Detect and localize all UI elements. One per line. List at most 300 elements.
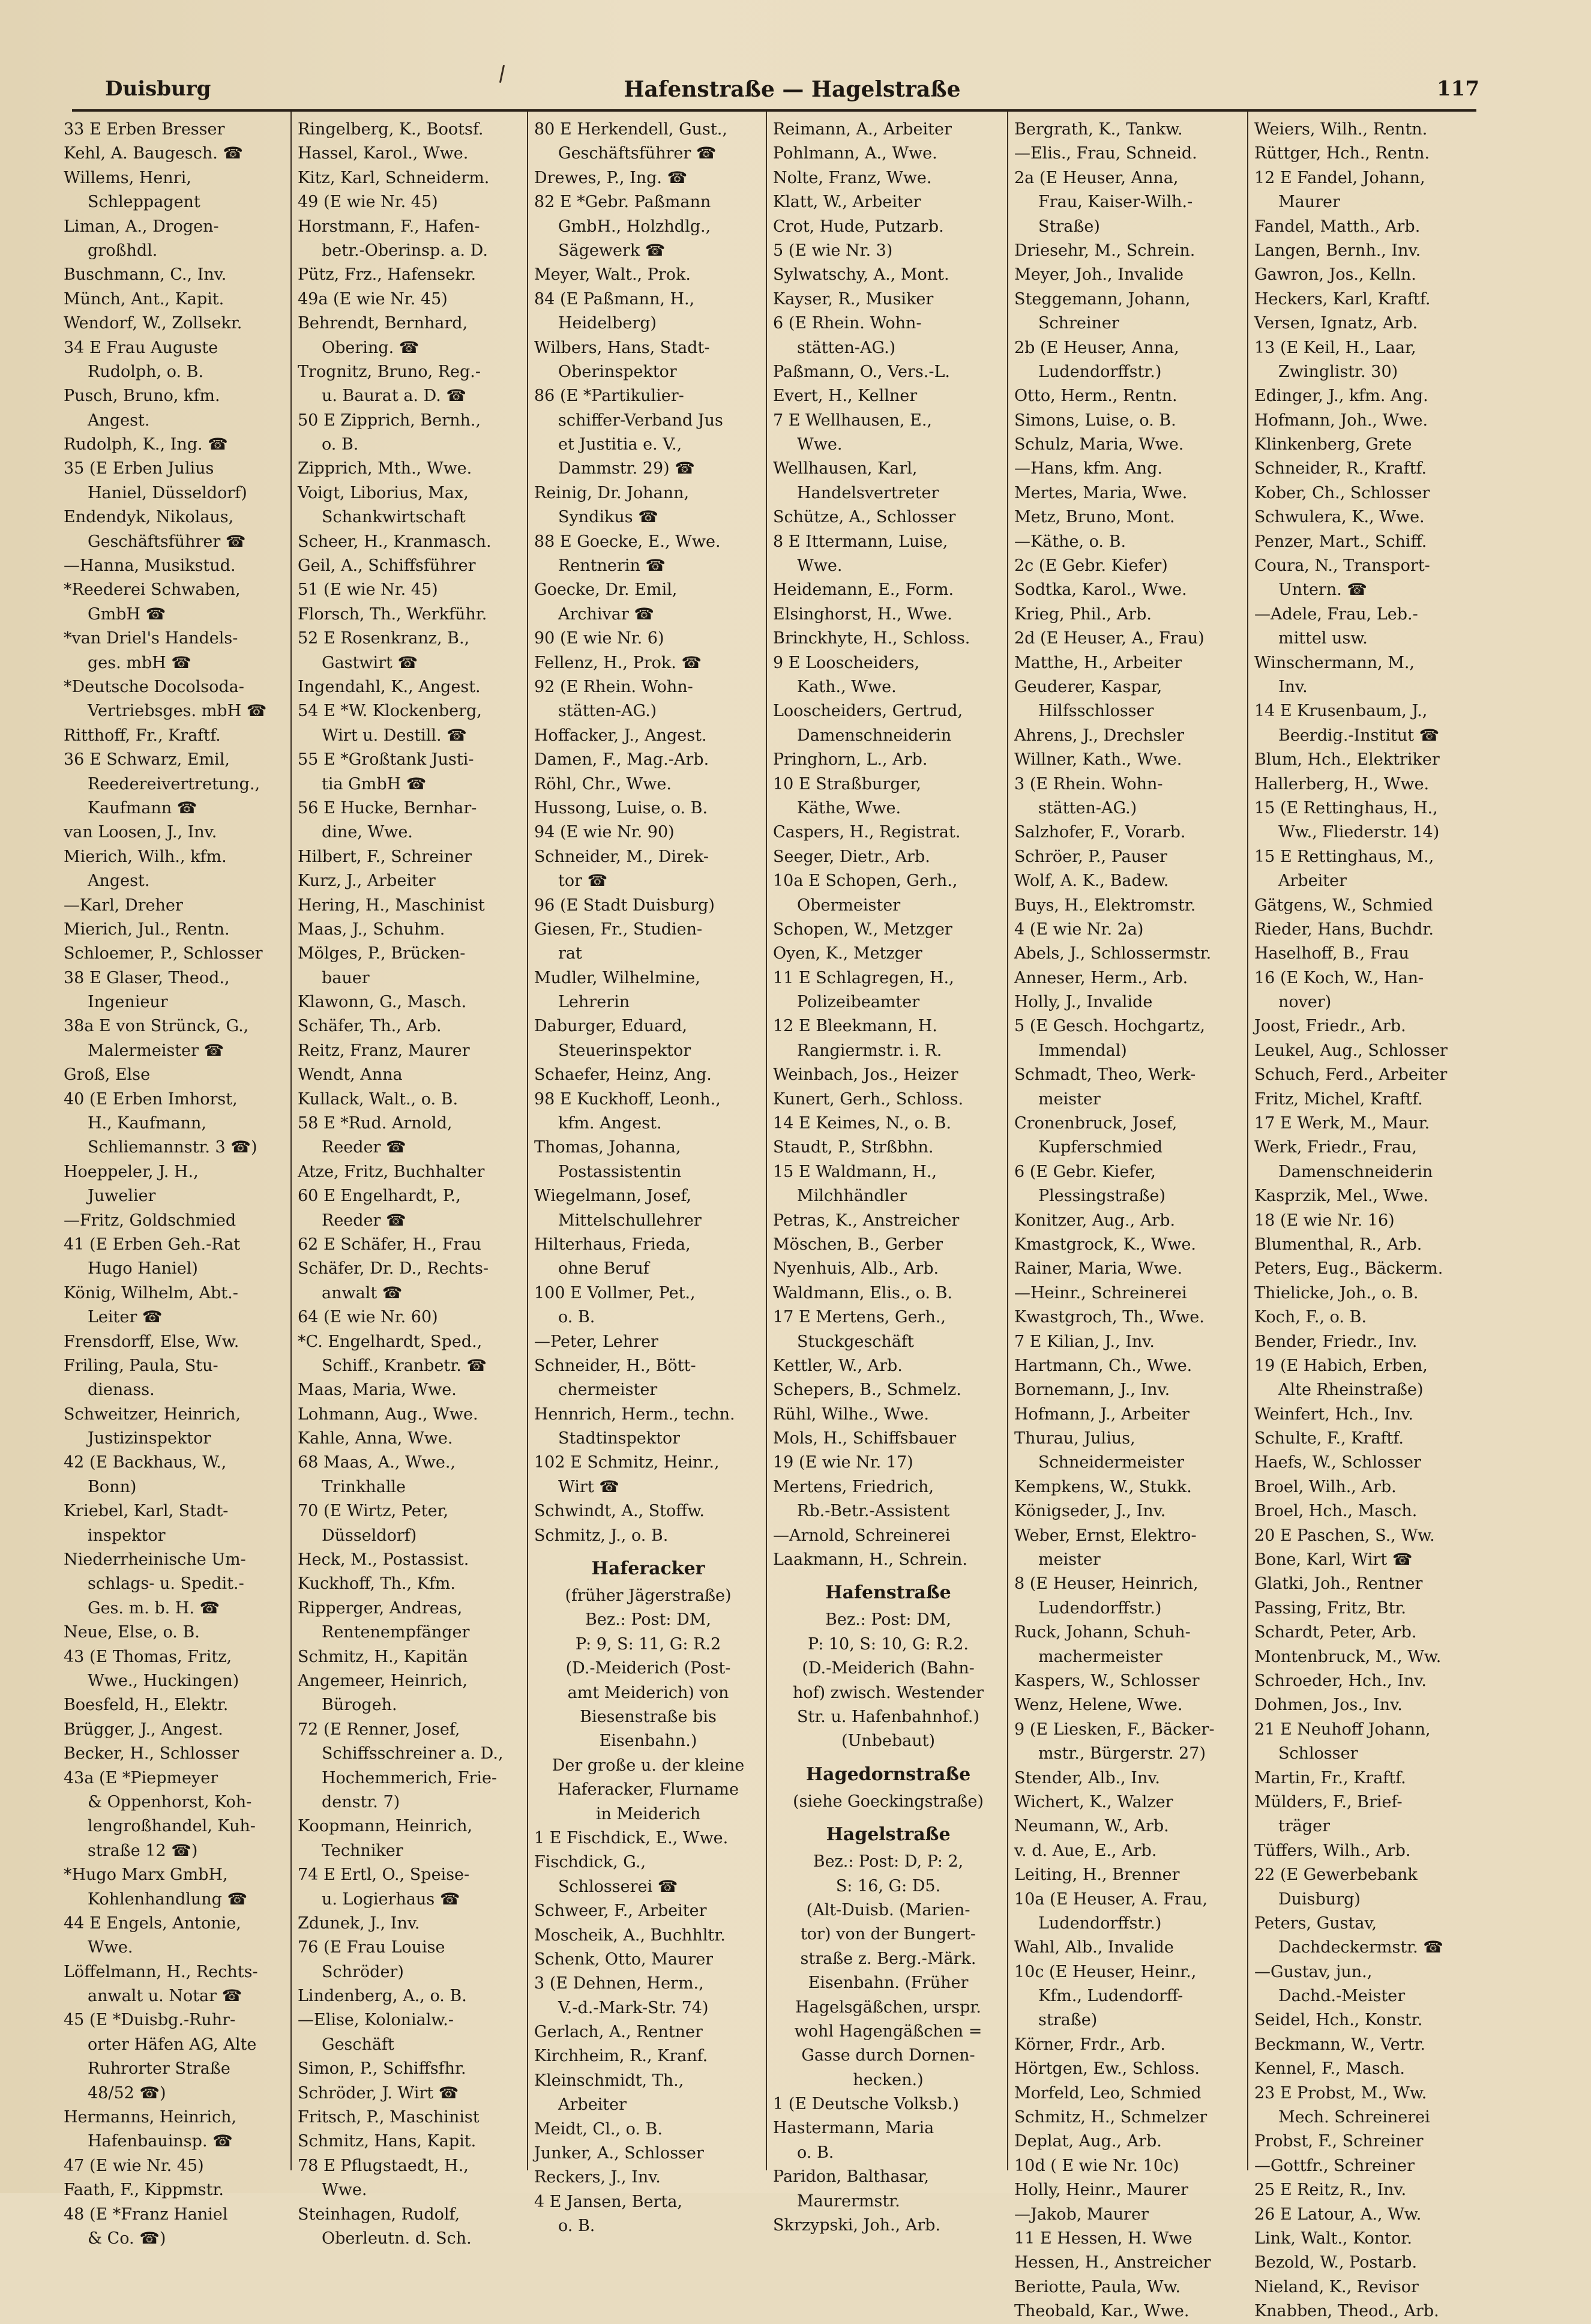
entry-continuation: Geschäft xyxy=(322,2035,394,2054)
entry-continuation: Arbeiter xyxy=(558,2095,627,2115)
directory-entry: Crot, Hude, Putzarb. xyxy=(773,217,944,236)
directory-entry: Kunert, Gerh., Schloss. xyxy=(773,1089,964,1109)
entry-continuation: rat xyxy=(558,944,582,963)
entry-continuation: Rentenempfänger xyxy=(322,1623,470,1642)
entry-continuation: Rangiermstr. i. R. xyxy=(797,1041,942,1060)
directory-entry: Edinger, J., kfm. Ang. xyxy=(1254,387,1428,406)
directory-entry: 50 E Zipprich, Bernh., xyxy=(298,411,481,430)
entry-continuation: Lehrerin xyxy=(558,993,630,1012)
directory-entry: 88 E Goecke, E., Wwe. xyxy=(534,532,721,551)
entry-continuation: Duisburg) xyxy=(1278,1889,1361,1909)
directory-entry: 51 (E wie Nr. 45) xyxy=(298,580,438,600)
directory-entry: Leiting, H., Brenner xyxy=(1014,1865,1180,1885)
directory-entry: 10a E Schopen, Gerh., xyxy=(773,872,958,891)
directory-entry: Fellenz, H., Prok. ☎ xyxy=(534,653,702,672)
directory-entry: Schroeder, Hch., Inv. xyxy=(1254,1672,1427,1690)
directory-entry: Maas, J., Schuhm. xyxy=(298,920,445,939)
directory-entry: Wellhausen, Karl, xyxy=(773,459,918,478)
directory-entry: Looscheiders, Gertrud, xyxy=(773,702,963,721)
directory-entry: 2b (E Heuser, Anna, xyxy=(1014,338,1179,357)
directory-entry: Mudler, Wilhelmine, xyxy=(534,968,700,987)
directory-entry: Blum, Hch., Elektriker xyxy=(1254,750,1440,769)
directory-entry: Atze, Fritz, Buchhalter xyxy=(298,1162,485,1181)
entry-continuation: o. B. xyxy=(322,435,359,454)
directory-entry: 45 (E *Duisbg.-Ruhr- xyxy=(64,2011,236,2030)
directory-entry: Liman, A., Drogen- xyxy=(64,217,219,236)
street-note: Str. u. Hafenbahnhof.) xyxy=(797,1708,979,1726)
directory-entry: Nieland, K., Revisor xyxy=(1254,2277,1419,2296)
directory-entry: Ruck, Johann, Schuh- xyxy=(1014,1623,1191,1642)
entry-continuation: Maurermstr. xyxy=(797,2191,900,2211)
directory-entry: Kirchheim, R., Kranf. xyxy=(534,2047,708,2066)
directory-entry: Gätgens, W., Schmied xyxy=(1254,896,1433,915)
directory-entry: 21 E Neuhoff Johann, xyxy=(1254,1720,1431,1739)
directory-entry: Rieder, Hans, Buchdr. xyxy=(1254,920,1434,939)
directory-entry: Gawron, Jos., Kelln. xyxy=(1254,265,1416,284)
directory-entry: Glatki, Joh., Rentner xyxy=(1254,1574,1423,1594)
directory-entry: 5 (E wie Nr. 3) xyxy=(773,241,893,260)
directory-entry: Martin, Fr., Kraftf. xyxy=(1254,1768,1406,1787)
directory-entry: 52 E Rosenkranz, B., xyxy=(298,629,470,648)
directory-entry: Pütz, Frz., Hafensekr. xyxy=(298,265,477,284)
directory-entry: 19 (E Habich, Erben, xyxy=(1254,1356,1428,1375)
directory-entry: Thurau, Julius, xyxy=(1014,1429,1135,1448)
street-note: (D.-Meiderich (Post- xyxy=(565,1659,731,1678)
directory-entry: —Hans, kfm. Ang. xyxy=(1014,459,1162,478)
entry-continuation: Mittelschullehrer xyxy=(558,1211,702,1230)
directory-entry: Kayser, R., Musiker xyxy=(773,289,934,309)
entry-continuation: Wwe. xyxy=(797,556,843,576)
directory-entry: Geuderer, Kaspar, xyxy=(1014,677,1162,696)
column-divider xyxy=(527,112,528,2170)
directory-entry: Kennel, F., Masch. xyxy=(1254,2059,1405,2079)
entry-continuation: Leiter ☎ xyxy=(88,1308,163,1327)
entry-continuation: Maurer xyxy=(1278,193,1340,212)
directory-entry: 80 E Herkendell, Gust., xyxy=(534,120,727,139)
street-note: Eisenbahn.) xyxy=(599,1732,697,1751)
directory-entry: Montenbruck, M., Ww. xyxy=(1254,1647,1442,1666)
directory-entry: *Reederei Schwaben, xyxy=(64,580,241,600)
directory-entry: Mertens, Friedrich, xyxy=(773,1477,934,1496)
entry-continuation: Frau, Kaiser-Wilh.- xyxy=(1038,193,1193,212)
street-note: hecken.) xyxy=(853,2070,924,2089)
directory-entry: 47 (E wie Nr. 45) xyxy=(64,2156,204,2175)
directory-entry: Deplat, Aug., Arb. xyxy=(1014,2132,1162,2151)
entry-continuation: Kath., Wwe. xyxy=(797,677,897,696)
directory-entry: —Arnold, Schreinerei xyxy=(773,1526,951,1545)
entry-continuation: betr.-Oberinsp. a. D. xyxy=(322,241,488,260)
directory-entry: Heck, M., Postassist. xyxy=(298,1550,469,1570)
directory-entry: Waldmann, Elis., o. B. xyxy=(773,1283,953,1302)
entry-continuation: Archivar ☎ xyxy=(558,604,655,624)
street-note: (früher Jägerstraße) xyxy=(565,1586,732,1606)
directory-entry: Meidt, Cl., o. B. xyxy=(534,2119,663,2139)
street-note: Bez.: Post: DM, xyxy=(825,1610,951,1630)
street-note: Der große u. der kleine xyxy=(552,1756,745,1775)
directory-entry: 34 E Frau Auguste xyxy=(64,338,218,357)
entry-continuation: Schleppagent xyxy=(88,193,200,212)
directory-entry: 68 Maas, A., Wwe., xyxy=(298,1453,456,1472)
header-city: Duisburg xyxy=(105,77,211,101)
entry-continuation: anwalt ☎ xyxy=(322,1283,403,1302)
directory-entry: Leukel, Aug., Schlosser xyxy=(1254,1041,1448,1060)
directory-entry: Kehl, A. Baugesch. ☎ xyxy=(64,144,244,163)
directory-entry: van Loosen, J., Inv. xyxy=(64,823,217,842)
entry-continuation: ohne Beruf xyxy=(558,1259,649,1278)
entry-continuation: inspektor xyxy=(88,1526,166,1545)
directory-entry: Haefs, W., Schlosser xyxy=(1254,1453,1421,1472)
directory-entry: 84 (E Paßmann, H., xyxy=(534,289,695,309)
directory-entry: Wiegelmann, Josef, xyxy=(534,1187,691,1206)
entry-continuation: Wwe. xyxy=(88,1938,133,1957)
directory-entry: Löffelmann, H., Rechts- xyxy=(64,1962,258,1981)
directory-entry: 72 (E Renner, Josef, xyxy=(298,1720,460,1739)
directory-entry: 15 E Waldmann, H., xyxy=(773,1162,937,1181)
directory-entry: 42 (E Backhaus, W., xyxy=(64,1453,227,1472)
directory-entry: Link, Walt., Kontor. xyxy=(1254,2229,1412,2248)
directory-entry: Schmitz, Hans, Kapit. xyxy=(298,2132,477,2151)
directory-entry: Salzhofer, F., Vorarb. xyxy=(1014,823,1186,842)
street-note: (siehe Goeckingstraße) xyxy=(793,1792,984,1811)
directory-entry: Schardt, Peter, Arb. xyxy=(1254,1623,1417,1642)
directory-entry: 12 E Bleekmann, H. xyxy=(773,1017,937,1036)
entry-continuation: Damenschneiderin xyxy=(1278,1162,1433,1181)
directory-entry: Körner, Frdr., Arb. xyxy=(1014,2035,1165,2054)
directory-entry: Zdunek, J., Inv. xyxy=(298,1913,420,1933)
directory-entry: Weber, Ernst, Elektro- xyxy=(1014,1526,1197,1545)
directory-entry: Peters, Eug., Bäckerm. xyxy=(1254,1259,1443,1278)
directory-entry: Wahl, Alb., Invalide xyxy=(1014,1938,1174,1957)
directory-entry: Buys, H., Elektromstr. xyxy=(1014,896,1196,915)
directory-entry: 49 (E wie Nr. 45) xyxy=(298,193,438,212)
page-number: 117 xyxy=(1437,77,1479,101)
directory-entry: 10 E Straßburger, xyxy=(773,774,921,793)
directory-entry: 82 E *Gebr. Paßmann xyxy=(534,193,711,212)
entry-continuation: Wirt u. Destill. ☎ xyxy=(322,726,467,745)
entry-continuation: Damenschneiderin xyxy=(797,726,952,745)
entry-continuation: u. Logierhaus ☎ xyxy=(322,1889,460,1909)
street-note: Bez.: Post: D, P: 2, xyxy=(813,1852,964,1871)
directory-entry: Matthe, H., Arbeiter xyxy=(1014,653,1182,672)
directory-entry: 10d ( E wie Nr. 10c) xyxy=(1014,2156,1179,2175)
directory-entry: 4 (E wie Nr. 2a) xyxy=(1014,920,1144,939)
directory-entry: Fischdick, G., xyxy=(534,1853,646,1872)
directory-entry: Hörtgen, Ew., Schloss. xyxy=(1014,2059,1200,2079)
directory-entry: 14 E Keimes, N., o. B. xyxy=(773,1114,951,1133)
entry-continuation: Steuerinspektor xyxy=(558,1041,691,1060)
directory-entry: 100 E Vollmer, Pet., xyxy=(534,1283,696,1302)
directory-entry: Morfeld, Leo, Schmied xyxy=(1014,2083,1202,2103)
entry-continuation: Haniel, Düsseldorf) xyxy=(88,483,247,502)
directory-entry: 2d (E Heuser, A., Frau) xyxy=(1014,629,1205,648)
directory-entry: 8 (E Heuser, Heinrich, xyxy=(1014,1574,1199,1594)
directory-entry: Thielicke, Joh., o. B. xyxy=(1254,1283,1419,1302)
street-note: in Meiderich xyxy=(595,1804,701,1823)
directory-entry: 11 E Hessen, H. Wwe xyxy=(1014,2229,1192,2248)
entry-continuation: Sägewerk ☎ xyxy=(558,241,666,260)
entry-continuation: meister xyxy=(1038,1550,1101,1570)
directory-entry: Paridon, Balthasar, xyxy=(773,2167,930,2187)
street-note: tor) von der Bungert- xyxy=(800,1925,976,1944)
directory-entry: Becker, H., Schlosser xyxy=(64,1744,239,1763)
directory-entry: Holly, J., Invalide xyxy=(1014,993,1153,1012)
directory-entry: Bender, Friedr., Inv. xyxy=(1254,1332,1418,1351)
directory-entry: Schwindt, A., Stoffw. xyxy=(534,1502,705,1521)
directory-entry: —Elise, Kolonialw.- xyxy=(298,2011,454,2030)
directory-entry: Rainer, Maria, Wwe. xyxy=(1014,1259,1183,1278)
directory-entry: Klawonn, G., Masch. xyxy=(298,993,467,1012)
directory-entry: Schröer, P., Pauser xyxy=(1014,847,1167,866)
directory-entry: Klatt, W., Arbeiter xyxy=(773,193,921,212)
directory-entry: Schopen, W., Metzger xyxy=(773,920,952,939)
directory-entry: 78 E Pflugstaedt, H., xyxy=(298,2156,469,2175)
directory-entry: Schuch, Ferd., Arbeiter xyxy=(1254,1065,1448,1085)
directory-entry: Schulz, Maria, Wwe. xyxy=(1014,435,1184,454)
directory-entry: Weiers, Wilh., Rentn. xyxy=(1254,120,1428,139)
directory-entry: Staudt, P., Strßbhn. xyxy=(773,1138,934,1157)
directory-entry: Skrzypski, Joh., Arb. xyxy=(773,2216,941,2235)
column-divider xyxy=(1007,112,1008,2170)
entry-continuation: stätten-AG.) xyxy=(797,338,896,357)
entry-continuation: V.-d.-Mark-Str. 74) xyxy=(558,1998,709,2017)
directory-entry: Kaspers, W., Schlosser xyxy=(1014,1672,1200,1690)
directory-entry: Wilbers, Hans, Stadt- xyxy=(534,338,710,357)
directory-entry: Simons, Luise, o. B. xyxy=(1014,411,1176,430)
entry-continuation: Stadtinspektor xyxy=(558,1429,681,1448)
directory-entry: Joost, Friedr., Arb. xyxy=(1254,1017,1406,1036)
directory-entry: 54 E *W. Klockenberg, xyxy=(298,702,482,721)
entry-continuation: Oberleutn. d. Sch. xyxy=(322,2229,472,2248)
entry-continuation: Düsseldorf) xyxy=(322,1526,417,1545)
directory-entry: Frensdorff, Else, Ww. xyxy=(64,1332,239,1351)
directory-entry: Abels, J., Schlossermstr. xyxy=(1014,944,1212,963)
directory-entry: Nolte, Franz, Wwe. xyxy=(773,168,932,187)
directory-entry: Wendt, Anna xyxy=(298,1065,403,1085)
entry-continuation: chermeister xyxy=(558,1380,658,1400)
directory-entry: —Käthe, o. B. xyxy=(1014,532,1126,551)
directory-entry: Willems, Henri, xyxy=(64,168,191,187)
directory-entry: Schmitz, H., Schmelzer xyxy=(1014,2108,1208,2127)
directory-entry: —Karl, Dreher xyxy=(64,896,183,915)
entry-continuation: o. B. xyxy=(558,1308,595,1327)
directory-entry: 58 E *Rud. Arnold, xyxy=(298,1114,453,1133)
directory-entry: 17 E Werk, M., Maur. xyxy=(1254,1114,1430,1133)
entry-continuation: Wirt ☎ xyxy=(558,1477,619,1496)
directory-entry: 74 E Ertl, O., Speise- xyxy=(298,1865,470,1885)
entry-continuation: schlags- u. Spedit.- xyxy=(88,1574,244,1594)
directory-entry: Mertes, Maria, Wwe. xyxy=(1014,483,1188,502)
entry-continuation: Ruhrorter Straße xyxy=(88,2059,230,2079)
directory-entry: 70 (E Wirtz, Peter, xyxy=(298,1502,449,1521)
entry-continuation: Rentnerin ☎ xyxy=(558,556,666,576)
entry-continuation: Ww., Fliederstr. 14) xyxy=(1278,823,1440,842)
directory-entry: Elsinghorst, H., Wwe. xyxy=(773,604,952,624)
directory-entry: Schepers, B., Schmelz. xyxy=(773,1380,961,1400)
directory-entry: Werk, Friedr., Frau, xyxy=(1254,1138,1417,1157)
directory-entry: Schaefer, Heinz, Ang. xyxy=(534,1065,712,1085)
directory-entry: Kuckhoff, Th., Kfm. xyxy=(298,1574,456,1594)
directory-entry: Münch, Ant., Kapit. xyxy=(64,289,224,309)
entry-continuation: o. B. xyxy=(558,2217,595,2236)
directory-entry: Mülders, F., Brief- xyxy=(1254,1792,1403,1811)
directory-entry: —Adele, Frau, Leb.- xyxy=(1254,604,1418,624)
directory-entry: Willner, Kath., Wwe. xyxy=(1014,750,1182,769)
directory-entry: Schulte, F., Kraftf. xyxy=(1254,1429,1404,1448)
directory-entry: Kahle, Anna, Wwe. xyxy=(298,1429,453,1448)
entry-continuation: Angest. xyxy=(88,872,150,891)
directory-entry: 44 E Engels, Antonie, xyxy=(64,1913,241,1933)
directory-entry: Giesen, Fr., Studien- xyxy=(534,920,703,939)
directory-entry: Buschmann, C., Inv. xyxy=(64,265,227,284)
directory-entry: Schäfer, Dr. D., Rechts- xyxy=(298,1259,489,1278)
directory-entry: Cronenbruck, Josef, xyxy=(1014,1114,1177,1133)
directory-entry: Passing, Fritz, Btr. xyxy=(1254,1598,1406,1618)
directory-entry: 3 (E Rhein. Wohn- xyxy=(1014,774,1163,793)
directory-entry: Blumenthal, R., Arb. xyxy=(1254,1235,1422,1254)
directory-entry: Seeger, Dietr., Arb. xyxy=(773,847,930,866)
directory-entry: 18 (E wie Nr. 16) xyxy=(1254,1211,1395,1230)
directory-entry: *Hugo Marx GmbH, xyxy=(64,1865,228,1885)
directory-entry: Seidel, Hch., Konstr. xyxy=(1254,2011,1423,2030)
entry-continuation: Bürogeh. xyxy=(322,1696,397,1715)
directory-entry: Röhl, Chr., Wwe. xyxy=(534,774,672,793)
entry-continuation: straße 12 ☎) xyxy=(88,1841,198,1860)
directory-entry: Hermanns, Heinrich, xyxy=(64,2108,237,2127)
entry-continuation: Geschäftsführer ☎ xyxy=(558,144,717,163)
entry-continuation: Zwinglistr. 30) xyxy=(1278,362,1398,381)
directory-entry: Theobald, Kar., Wwe. xyxy=(1014,2302,1189,2321)
column-divider xyxy=(766,112,767,2170)
directory-entry: 35 (E Erben Julius xyxy=(64,459,214,478)
entry-continuation: Dachdeckermstr. ☎ xyxy=(1278,1938,1443,1957)
street-note: P: 10, S: 10, G: R.2. xyxy=(807,1634,969,1654)
directory-entry: Klinkenberg, Grete xyxy=(1254,435,1412,454)
entry-continuation: Schlosserei ☎ xyxy=(558,1877,678,1896)
directory-entry: Petras, K., Anstreicher xyxy=(773,1211,960,1230)
directory-entry: Kurz, J., Arbeiter xyxy=(298,872,436,891)
directory-entry: Fritz, Michel, Kraftf. xyxy=(1254,1089,1423,1109)
directory-entry: Möschen, B., Gerber xyxy=(773,1235,943,1254)
directory-entry: Haselhoff, B., Frau xyxy=(1254,944,1409,963)
directory-entry: Kriebel, Karl, Stadt- xyxy=(64,1502,229,1521)
entry-continuation: Oberinspektor xyxy=(558,362,677,381)
entry-continuation: Schneidermeister xyxy=(1038,1453,1184,1472)
entry-continuation: Kfm., Ludendorff- xyxy=(1038,1987,1183,2006)
entry-continuation: mittel usw. xyxy=(1278,629,1368,648)
directory-entry: *van Driel's Handels- xyxy=(64,629,238,648)
directory-entry: König, Wilhelm, Abt.- xyxy=(64,1283,238,1302)
directory-entry: Reckers, J., Inv. xyxy=(534,2168,661,2187)
directory-entry: 86 (E *Partikulier- xyxy=(534,387,684,406)
entry-continuation: Ludendorffstr.) xyxy=(1038,1913,1162,1933)
directory-entry: Florsch, Th., Werkführ. xyxy=(298,604,487,624)
directory-entry: Schwulera, K., Wwe. xyxy=(1254,508,1425,527)
directory-entry: 15 (E Rettinghaus, H., xyxy=(1254,798,1438,817)
directory-entry: Scheer, H., Kranmasch. xyxy=(298,532,492,551)
directory-entry: Brinckhyte, H., Schloss. xyxy=(773,629,970,648)
directory-entry: Kleinschmidt, Th., xyxy=(534,2071,684,2090)
directory-entry: Mols, H., Schiffsbauer xyxy=(773,1429,957,1448)
directory-entry: —Peter, Lehrer xyxy=(534,1332,658,1351)
entry-continuation: & Oppenhorst, Koh- xyxy=(88,1792,252,1811)
directory-entry: Pohlmann, A., Wwe. xyxy=(773,144,937,163)
street-note: (D.-Meiderich (Bahn- xyxy=(802,1659,975,1678)
entry-continuation: o. B. xyxy=(797,2143,834,2162)
entry-continuation: Obering. ☎ xyxy=(322,338,420,357)
directory-entry: Wenz, Helene, Wwe. xyxy=(1014,1696,1183,1715)
entry-continuation: H., Kaufmann, xyxy=(88,1114,207,1133)
directory-entry: 43 (E Thomas, Fritz, xyxy=(64,1647,232,1666)
directory-entry: 14 E Krusenbaum, J., xyxy=(1254,702,1428,721)
directory-entry: Hastermann, Maria xyxy=(773,2119,934,2138)
directory-entry: 38 E Glaser, Theod., xyxy=(64,968,230,987)
entry-continuation: Schliemannstr. 3 ☎) xyxy=(88,1138,257,1157)
directory-entry: 11 E Schlagregen, H., xyxy=(773,968,954,987)
directory-entry: 38a E von Strünck, G., xyxy=(64,1017,249,1036)
entry-continuation: dienass. xyxy=(88,1380,155,1400)
directory-entry: 13 (E Keil, H., Laar, xyxy=(1254,338,1416,357)
directory-entry: Tüffers, Wilh., Arb. xyxy=(1254,1841,1411,1860)
directory-entry: Hering, H., Maschinist xyxy=(298,896,485,915)
entry-continuation: Schlosser xyxy=(1278,1744,1358,1763)
street-note: Haferacker, Flurname xyxy=(558,1780,739,1799)
entry-continuation: Kohlenhandlung ☎ xyxy=(88,1889,248,1909)
directory-entry: Weinfert, Hch., Inv. xyxy=(1254,1404,1413,1424)
directory-entry: Hoeppeler, J. H., xyxy=(64,1162,199,1181)
entry-continuation: Syndikus ☎ xyxy=(558,508,658,527)
directory-entry: Mierich, Jul., Rentn. xyxy=(64,920,230,939)
directory-entry: Kmastgrock, K., Wwe. xyxy=(1014,1235,1197,1254)
directory-entry: Oyen, K., Metzger xyxy=(773,944,922,963)
directory-entry: Ahrens, J., Drechsler xyxy=(1014,726,1185,745)
directory-entry: Hilbert, F., Schreiner xyxy=(298,847,472,866)
directory-entry: Schäfer, Th., Arb. xyxy=(298,1017,442,1036)
directory-entry: Ringelberg, K., Bootsf. xyxy=(298,120,484,139)
directory-entry: Schenk, Otto, Maurer xyxy=(534,1949,714,1969)
directory-entry: Rühl, Wilhe., Wwe. xyxy=(773,1404,929,1424)
directory-entry: 16 (E Koch, W., Han- xyxy=(1254,968,1424,987)
directory-entry: 36 E Schwarz, Emil, xyxy=(64,750,230,769)
entry-continuation: Käthe, Wwe. xyxy=(797,798,901,817)
entry-continuation: Rudolph, o. B. xyxy=(88,362,204,381)
entry-continuation: Ingenieur xyxy=(88,993,168,1012)
header-streets: Hafenstraße — Hagelstraße xyxy=(624,77,961,102)
directory-entry: 48 (E *Franz Haniel xyxy=(64,2205,228,2224)
directory-entry: 41 (E Erben Geh.-Rat xyxy=(64,1235,241,1254)
directory-entry: Simon, P., Schiffsfhr. xyxy=(298,2059,466,2079)
directory-entry: 19 (E wie Nr. 17) xyxy=(773,1453,913,1472)
directory-entry: 6 (E Gebr. Kiefer, xyxy=(1014,1162,1156,1181)
directory-entry: 10c (E Heuser, Heinr., xyxy=(1014,1962,1197,1981)
entry-continuation: Handelsvertreter xyxy=(797,483,939,502)
directory-entry: Faath, F., Kippmstr. xyxy=(64,2181,224,2200)
directory-entry: Bone, Karl, Wirt ☎ xyxy=(1254,1550,1413,1570)
directory-entry: 3 (E Dehnen, Herm., xyxy=(534,1974,704,1993)
directory-entry: Schmitz, H., Kapitän xyxy=(298,1647,468,1666)
directory-entry: Hilterhaus, Frieda, xyxy=(534,1235,691,1254)
entry-continuation: meister xyxy=(1038,1089,1101,1109)
street-note: S: 16, G: D5. xyxy=(835,1876,941,1895)
directory-entry: 96 (E Stadt Duisburg) xyxy=(534,896,715,915)
directory-entry: Sodtka, Karol., Wwe. xyxy=(1014,580,1187,600)
entry-continuation: tor ☎ xyxy=(558,872,608,891)
directory-entry: Lohmann, Aug., Wwe. xyxy=(298,1404,478,1424)
entry-continuation: Arbeiter xyxy=(1278,872,1347,891)
entry-continuation: Dammstr. 29) ☎ xyxy=(558,459,695,478)
entry-continuation: Postassistentin xyxy=(558,1162,682,1181)
entry-continuation: Ludendorffstr.) xyxy=(1038,1598,1162,1618)
street-heading: Hagedornstraße xyxy=(805,1763,971,1785)
